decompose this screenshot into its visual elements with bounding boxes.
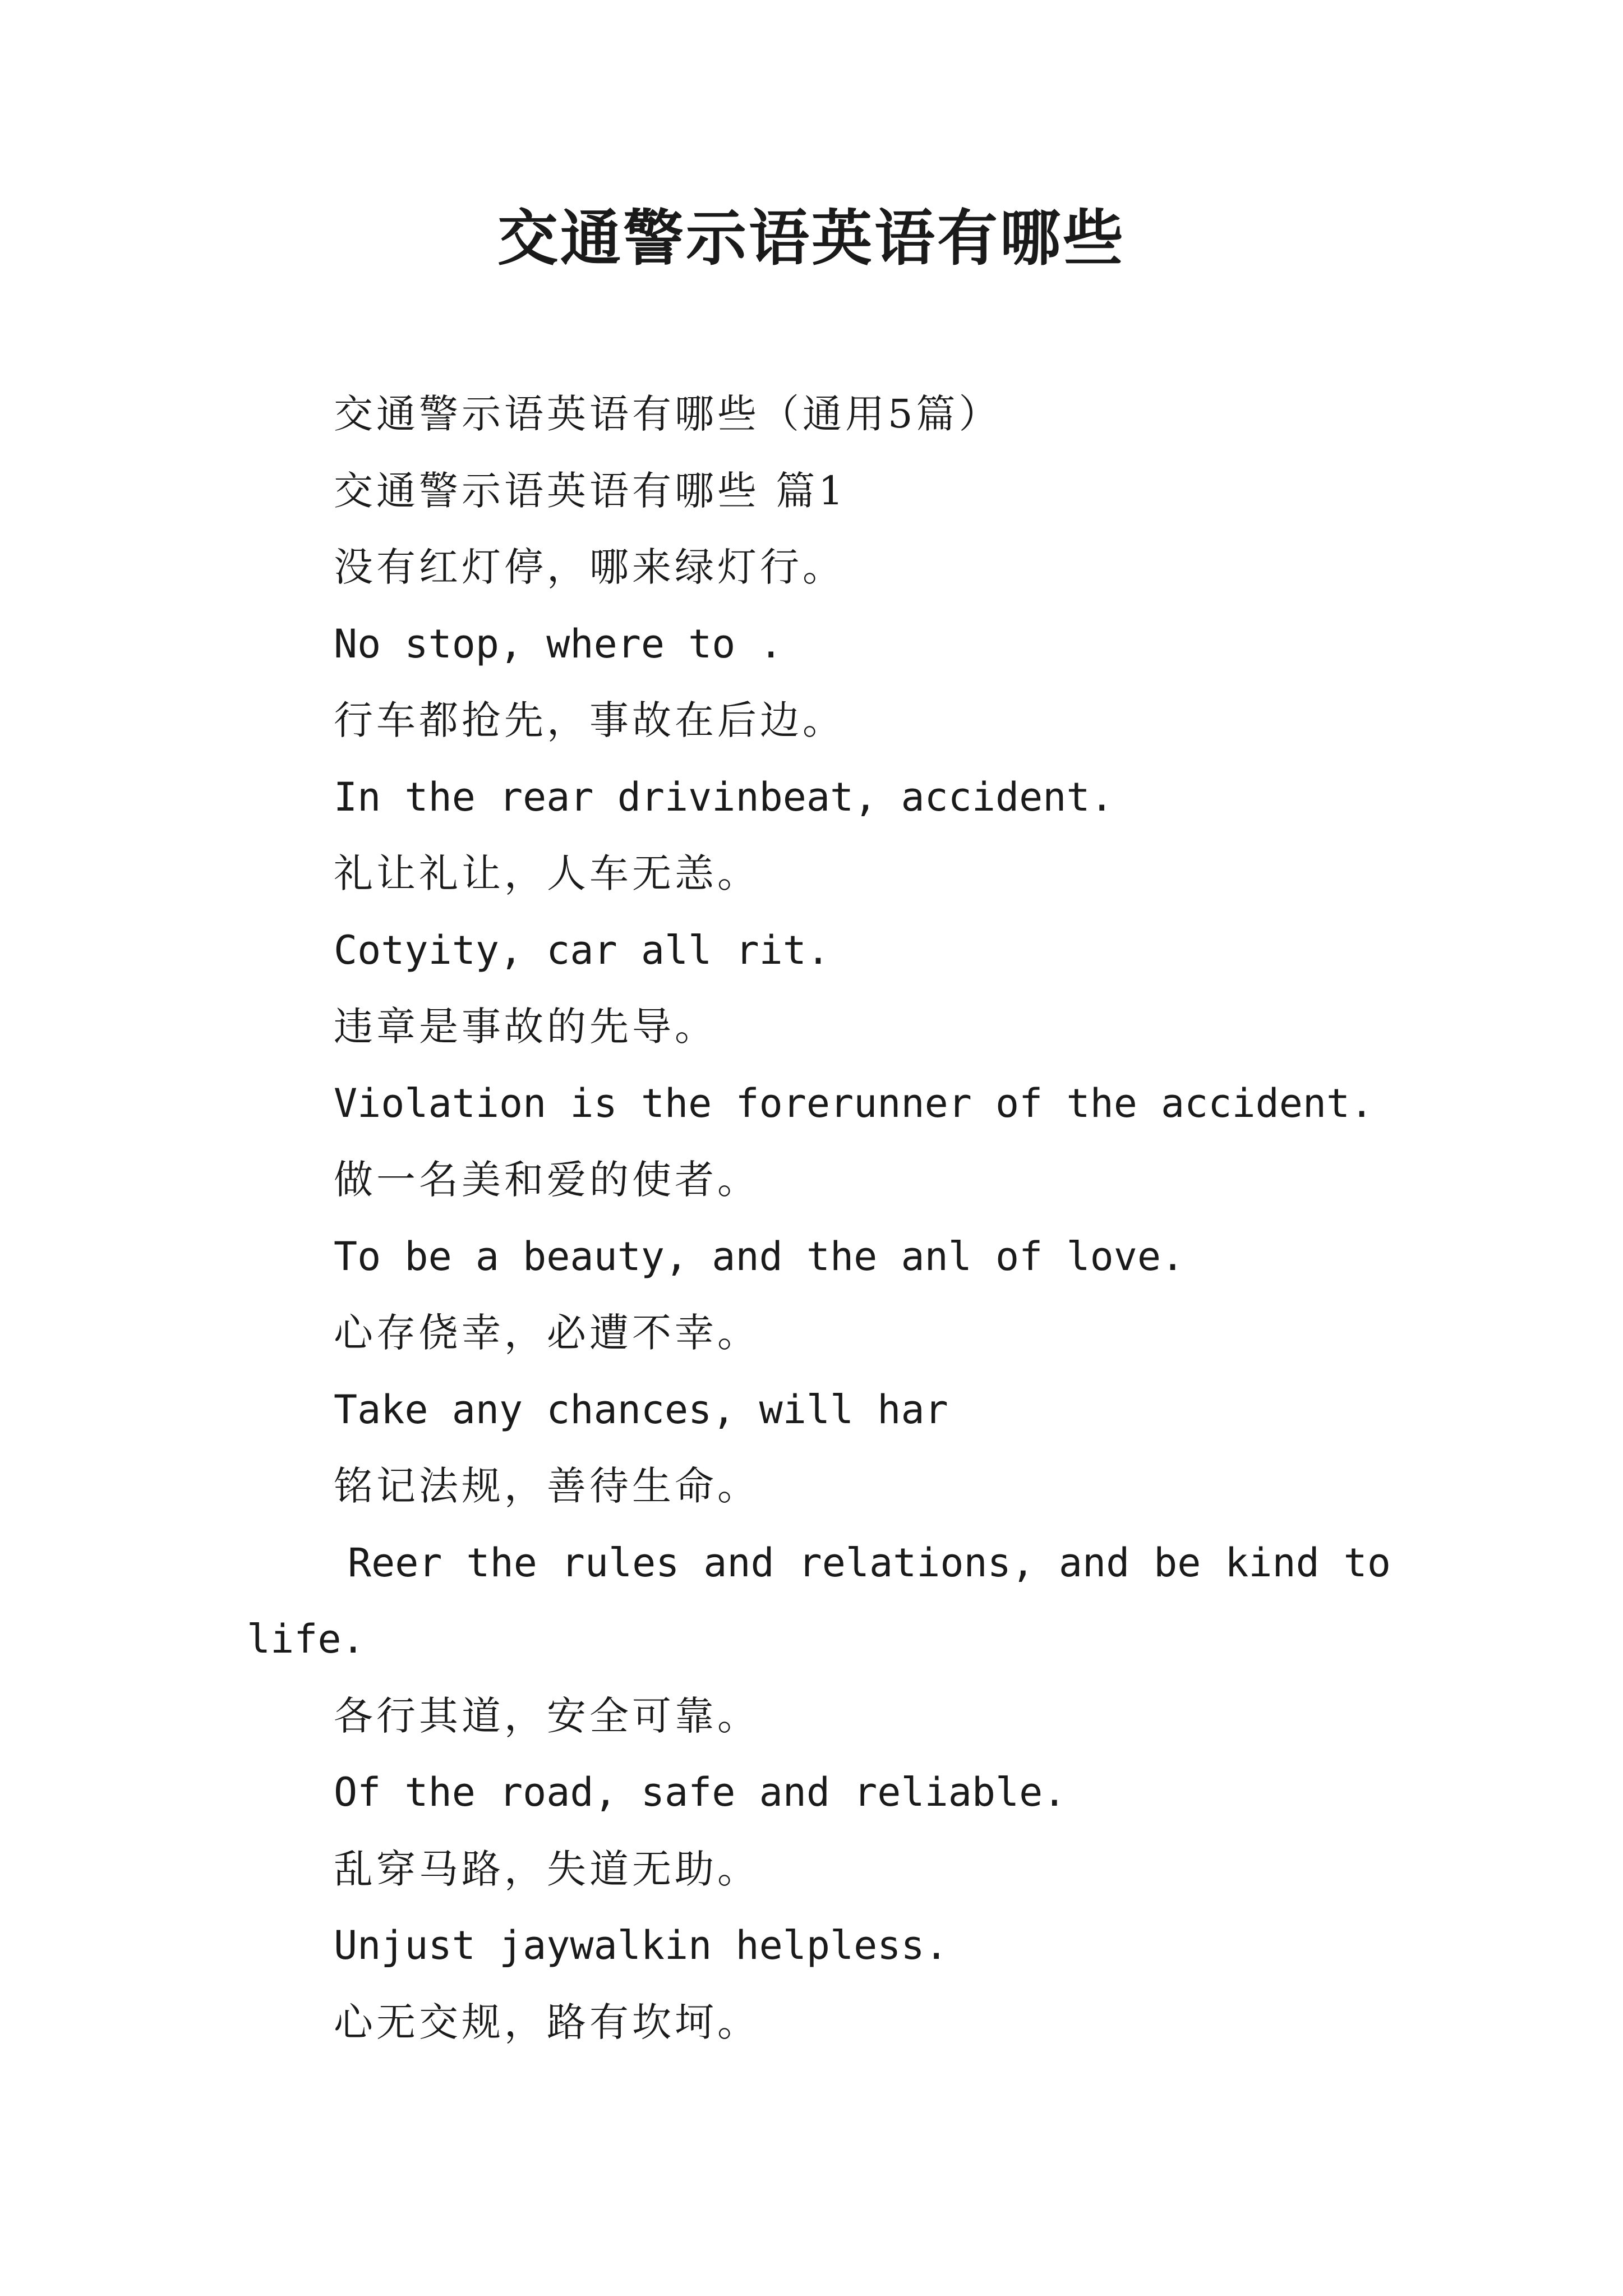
word: and [1058,1539,1130,1586]
subtitle-line: 交通警示语英语有哪些（通用5篇） [334,391,1002,437]
slogan-cn: 心无交规，路有坎坷。 [334,1999,760,2045]
slogan-en: Of the road, safe and reliable. [334,1769,1067,1815]
slogan-cn: 礼让礼让，人车无恙。 [334,850,760,896]
word: and [703,1539,774,1586]
slogan-en: To be a beauty, and the anl of love. [334,1233,1185,1280]
slogan-cn: 没有红灯停，哪来绿灯行。 [334,544,845,590]
slogan-en: No stop, where to . [334,620,783,667]
slogan-en: Unjust jaywalkin helpless. [334,1922,948,1968]
slogan-en: Cotyity, car all rit. [334,927,831,973]
word: the [466,1539,537,1586]
word: Reer [348,1539,442,1586]
slogan-en: Violation is the forerunner of the accident. [334,1080,1374,1126]
slogan-en-wrapped-continuation: life. [247,1616,365,1662]
slogan-en: In the rear drivinbeat, accident. [334,774,1114,820]
slogan-cn: 乱穿马路，失道无助。 [334,1846,760,1892]
word: be [1154,1539,1201,1586]
slogan-en: Take any chances, will har [334,1386,948,1433]
word: rules [561,1539,680,1586]
slogan-cn: 做一名美和爱的使者。 [334,1157,760,1203]
document-title: 交通警示语英语有哪些 [497,203,1126,274]
slogan-en-wrapped [247,1525,1391,1602]
word: to [1343,1539,1391,1586]
slogan-cn: 心存侥幸，必遭不幸。 [334,1310,760,1356]
slogan-cn: 铭记法规，善待生命。 [334,1463,760,1509]
slogan-cn: 各行其道，安全可靠。 [334,1692,760,1739]
slogan-cn: 行车都抢先，事故在后边。 [334,697,845,743]
slogan-cn: 违章是事故的先导。 [334,1004,717,1050]
word: kind [1225,1539,1320,1586]
section-heading: 交通警示语英语有哪些 篇1 [334,467,847,514]
document-body [247,376,1391,2060]
word: relations, [798,1539,1035,1586]
